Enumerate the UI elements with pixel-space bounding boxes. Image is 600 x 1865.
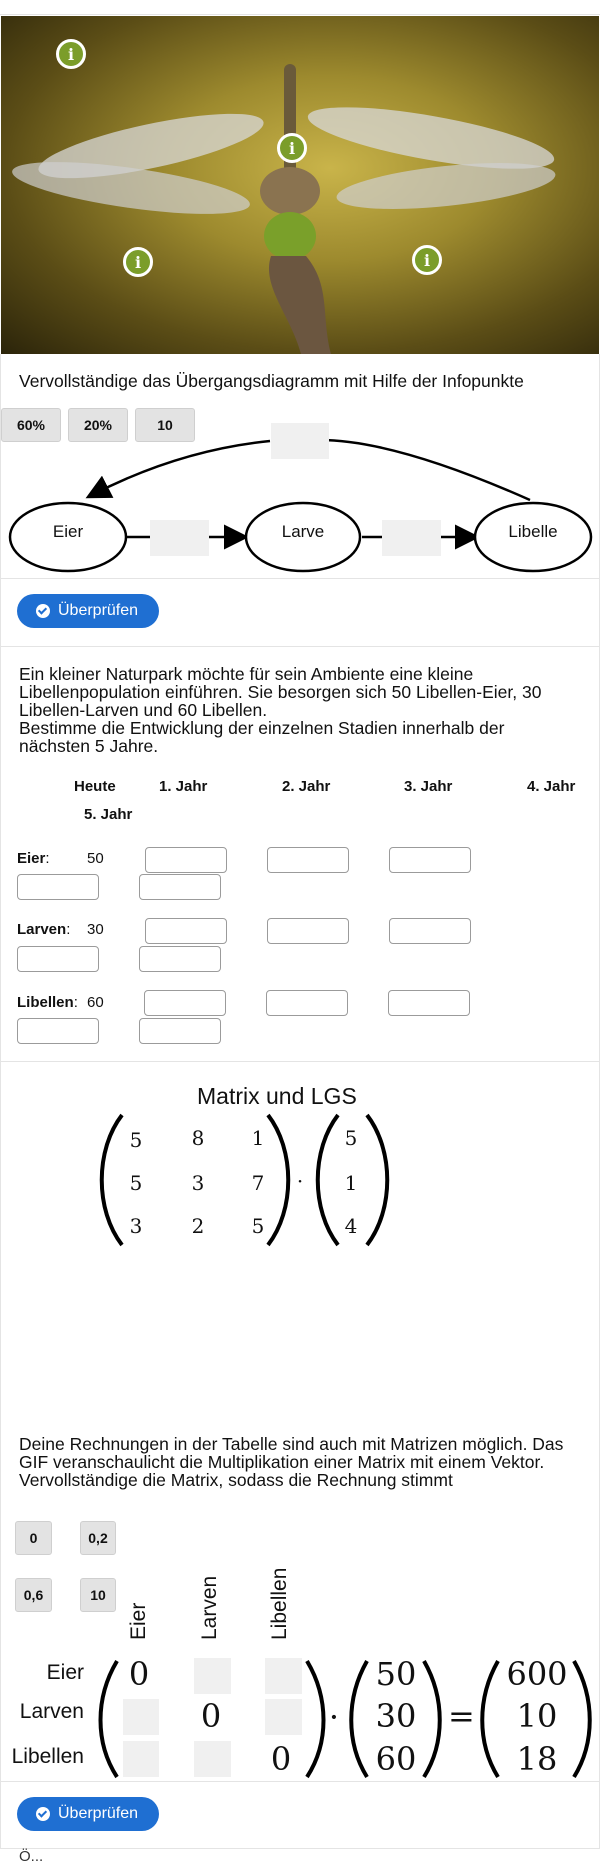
vector-cell: 4 [344,1214,358,1238]
col-label-eier: Eier [127,1602,150,1640]
input-larven-year-1[interactable] [145,918,227,944]
input-libellen-year-3[interactable] [388,990,470,1016]
check-circle-icon [36,1807,50,1821]
drop-zone-larve-libelle[interactable] [382,520,441,556]
row-label-larven: Larven: [17,921,71,938]
result-cell: 600 [506,1655,568,1693]
info-point-3[interactable] [123,247,153,277]
header-year-1: 1. Jahr [159,778,208,795]
diagram-instruction: Vervollständige das Übergangsdiagramm mit Hilfe der Infopunkte [19,371,524,391]
vector-cell: 30 [375,1697,417,1735]
divider [0,1781,600,1782]
task-text-line: Libellenpopulation einführen. Sie besorgen sich 50 Libellen-Eier, 30 [19,682,542,702]
header-year-2: 2. Jahr [282,778,331,795]
info-point-2[interactable] [277,133,307,163]
task-text-line: Bestimme die Entwicklung der einzelnen Stadien innerhalb der [19,718,505,738]
drop-zone-r3-c1[interactable] [123,1741,159,1777]
node-larve: Larve [281,522,325,541]
drop-zone-eier-larve[interactable] [150,520,209,556]
task-text-line: Deine Rechnungen in der Tabelle sind auch mit Matrizen möglich. Das [19,1434,564,1454]
drop-zone-r3-c2[interactable] [194,1741,231,1777]
row-label-larven: Larven [19,1700,84,1723]
matrix-diag-cell: 0 [200,1697,222,1735]
multiply-dot: · [328,1698,340,1736]
row-label-eier: Eier [46,1661,84,1684]
drop-zone-r1-c3[interactable] [265,1658,302,1694]
input-libellen-year-4[interactable] [17,1018,99,1044]
info-point-1[interactable] [56,39,86,69]
info-icon: i [423,251,431,270]
matrix-diag-cell: 0 [270,1740,292,1778]
vector-cell: 1 [344,1171,358,1195]
row-label-libellen: Libellen [11,1745,84,1768]
drop-zone-r1-c2[interactable] [194,1658,231,1694]
chip-10[interactable]: 10 [80,1578,116,1612]
dragonfly-illustration [1,16,599,354]
vector-cell: 50 [375,1655,417,1693]
header-heute: Heute [74,778,116,795]
task-text-line: nächsten 5 Jahre. [19,736,159,756]
matrix-cell: 2 [191,1214,205,1238]
row-label-eier: Eier: [17,850,50,867]
matrix-diag-cell: 0 [128,1655,150,1693]
info-icon: i [67,45,75,64]
task-text-line: Libellen-Larven und 60 Libellen. [19,700,268,720]
chip-0-6[interactable]: 0,6 [15,1578,52,1612]
footer-text: Ö... [19,1848,44,1865]
value-larven-heute: 30 [87,921,104,938]
input-libellen-year-5[interactable] [139,1018,221,1044]
drop-zone-libelle-eier[interactable] [271,423,329,459]
matrix-cell: 3 [129,1214,143,1238]
matrix-cell: 8 [191,1126,205,1150]
chip-0[interactable]: 0 [15,1521,52,1555]
input-eier-year-5[interactable] [139,874,221,900]
vector-cell: 60 [375,1740,417,1778]
col-label-larven: Larven [198,1575,221,1640]
input-eier-year-2[interactable] [267,847,349,873]
task-text-line: Ein kleiner Naturpark möchte für sein Ambiente eine kleine [19,664,474,684]
info-icon: i [288,139,296,158]
input-eier-year-1[interactable] [145,847,227,873]
matrix-cell: 5 [129,1171,143,1195]
input-libellen-year-2[interactable] [266,990,348,1016]
header-year-3: 3. Jahr [404,778,453,795]
input-larven-year-5[interactable] [139,946,221,972]
task-text-line: GIF veranschaulicht die Multiplikation einer Matrix mit einem Vektor. [19,1452,545,1472]
input-eier-year-3[interactable] [389,847,471,873]
input-libellen-year-1[interactable] [144,990,226,1016]
matrix-cell: 3 [191,1171,205,1195]
result-cell: 10 [516,1697,558,1735]
node-eier: Eier [52,522,84,541]
matrix-cell: 1 [251,1126,265,1150]
check-button-matrix[interactable] [17,1797,159,1831]
input-larven-year-3[interactable] [389,918,471,944]
result-cell: 18 [516,1740,558,1778]
node-libelle: Libelle [508,522,558,541]
chip-20-percent[interactable]: 20% [68,408,128,442]
input-larven-year-4[interactable] [17,946,99,972]
header-year-4: 4. Jahr [527,778,576,795]
info-point-4[interactable] [412,245,442,275]
input-larven-year-2[interactable] [267,918,349,944]
input-eier-year-4[interactable] [17,874,99,900]
matrix-cell: 5 [129,1128,143,1152]
chip-60-percent[interactable]: 60% [1,408,61,442]
drop-zone-r2-c1[interactable] [123,1699,159,1735]
dragonfly-image [1,16,599,354]
divider [0,1061,600,1062]
chip-10[interactable]: 10 [135,408,195,442]
vector-cell: 5 [344,1126,358,1150]
value-eier-heute: 50 [87,850,104,867]
col-label-libellen: Libellen [268,1567,291,1640]
value-libellen-heute: 60 [87,994,104,1011]
matrix-cell: 7 [251,1171,265,1195]
check-button-label: Überprüfen [58,602,139,619]
matrix-title: Matrix und LGS [197,1083,357,1109]
row-label-libellen: Libellen: [17,994,78,1011]
divider [0,646,600,647]
check-button-label: Überprüfen [58,1805,139,1822]
chip-0-2[interactable]: 0,2 [80,1521,116,1555]
top-bar [0,0,600,15]
check-circle-icon [36,604,50,618]
matrix-cell: 5 [251,1214,265,1238]
divider [0,1848,600,1849]
check-button-diagram[interactable] [17,594,159,628]
header-year-5: 5. Jahr [84,806,133,823]
equals-sign: = [448,1697,475,1735]
multiply-dot: · [296,1169,304,1193]
drop-zone-r2-c3[interactable] [265,1699,302,1735]
info-icon: i [134,253,142,272]
divider [0,578,600,579]
task-text-line: Vervollständige die Matrix, sodass die Rechnung stimmt [19,1470,453,1490]
